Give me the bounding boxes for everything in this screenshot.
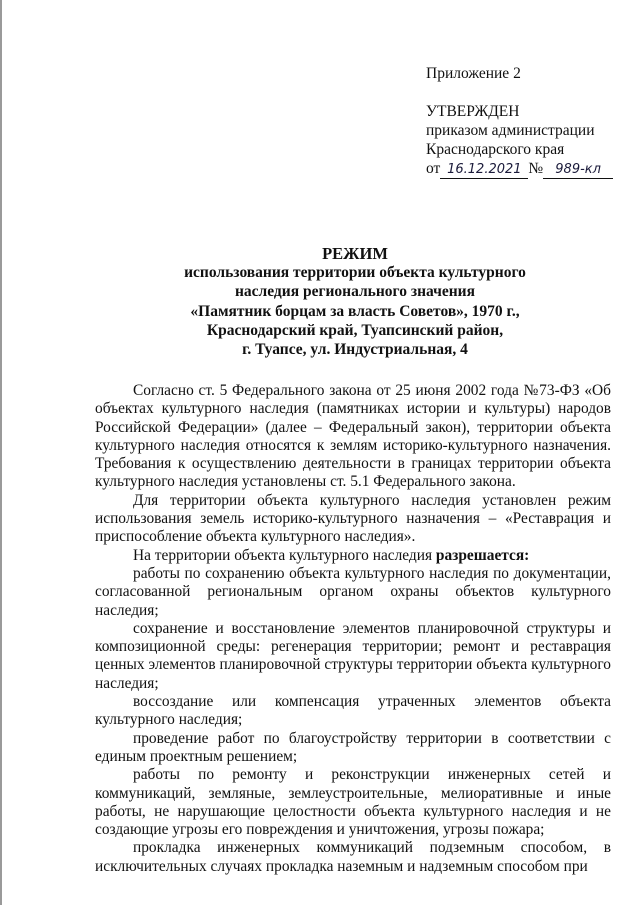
from-label: от (426, 160, 441, 177)
list-item-landscaping: проведение работ по благоустройству территории в соответствии с единым проектным решением; (95, 729, 611, 765)
document-body (95, 382, 611, 876)
title-line-4: Краснодарский край, Туапсинский район, (206, 321, 504, 339)
list-item-utilities-repair: работы по ремонту и реконструкции инженерных сетей и коммуникаций, земляные, землеустроительные, мелиоративные и иные работы, не нарушающие целостности объекта культурного наследия и не создающие угрозы его повреждения и уничтожения, угрозы пожара; (95, 766, 611, 839)
appendix-label: Приложение 2 (426, 65, 521, 82)
date-number-line (426, 159, 626, 179)
paragraph-legal-basis: Согласно ст. 5 Федерального закона от 25 июня 2002 года №73-ФЗ «Об объектах культурного наследия (памятниках истории и культуры) народов Российской Федерации» (далее – Федеральный закон), территории объекта культурного наследия относятся к землям историко-культурного назначения. Требования к осуществлению деятельности в границах территории объекта культурного наследия установлены ст. 5.1 Федерального закона. (95, 382, 611, 491)
list-item-preservation: работы по сохранению объекта культурного наследия по документации, согласованной региональным органом охраны объектов культурного наследия; (95, 564, 611, 619)
title-main: РЕЖИМ (322, 244, 388, 263)
title-line-1: использования территории объекта культурного (184, 264, 526, 282)
approved-label: УТВЕРЖДЕН (426, 103, 520, 120)
order-line-1: приказом администрации (426, 122, 595, 139)
permitted-heading-bold: разрешается: (435, 546, 530, 564)
handwritten-date: 16.12.2021 (440, 162, 528, 179)
title-line-3: «Памятник борцам за власть Советов», 1970 г., (190, 302, 520, 320)
title-line-2: наследия регионального значения (234, 283, 475, 301)
title-line-5: г. Туапсе, ул. Индустриальная, 4 (242, 341, 468, 359)
approval-stamp (426, 64, 626, 179)
order-line-2: Краснодарского края (426, 141, 565, 158)
list-item-underground-utilities: прокладка инженерных коммуникаций подземным способом, в исключительных случаях прокладка наземным и надземным способом при (95, 839, 611, 875)
list-item-recreation: воссоздание или компенсация утраченных элементов объекта культурного наследия; (95, 693, 611, 729)
list-item-restoration: сохранение и восстановление элементов планировочной структуры и композиционной среды: регенерация территории; ремонт и реставрация ценных элементов планировочной структуры территории объекта культурного наследия; (95, 619, 611, 692)
page-edge (0, 0, 2, 905)
handwritten-number: 989-кл (543, 162, 613, 179)
paragraph-regime: Для территории объекта культурного наследия установлен режим использования земель историко-культурного назначения – «Реставрация и приспособление объекта культурного наследия». (95, 491, 611, 546)
document-title (90, 244, 620, 359)
number-label: № (528, 160, 544, 177)
paragraph-permitted-heading (95, 547, 611, 565)
permitted-heading-text: На территории объекта культурного наследия (133, 546, 436, 564)
